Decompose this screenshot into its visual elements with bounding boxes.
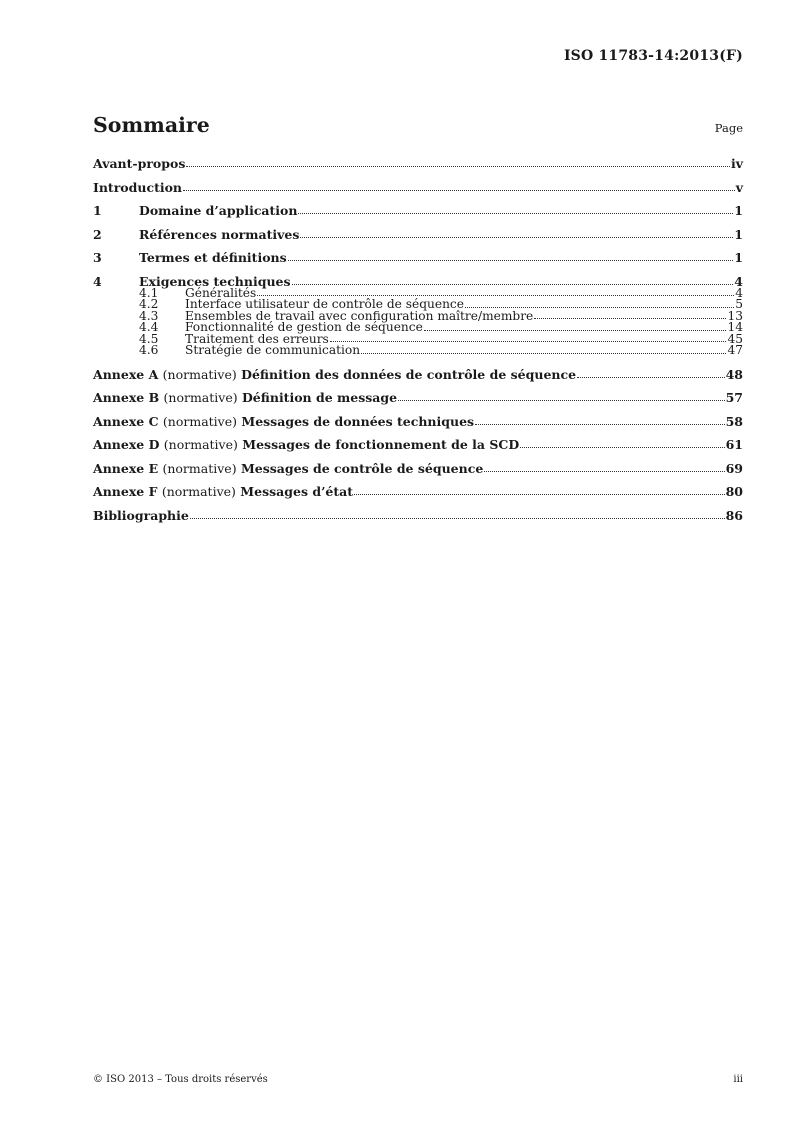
dot-leader xyxy=(354,485,725,495)
toc-subentry-4-6[interactable] xyxy=(93,345,743,357)
toc-entry-page: 47 xyxy=(727,343,743,358)
toc-entry-page: 14 xyxy=(727,320,743,335)
toc-entry-annexe-d[interactable] xyxy=(93,438,743,451)
annex-title: Définition des données de contrôle de séquence xyxy=(241,366,577,382)
toc-header xyxy=(93,113,743,137)
annex-label: Annexe B xyxy=(93,390,160,406)
toc-entry-title: Interface utilisateur de contrôle de séquence xyxy=(185,297,464,312)
toc-entry-title xyxy=(93,462,483,475)
toc-entry-number: 4.1 xyxy=(139,285,159,300)
toc-entry-page: 69 xyxy=(725,460,743,476)
toc-entry-introduction[interactable] xyxy=(93,181,743,194)
page-number: iii xyxy=(733,1074,743,1085)
toc-entry-title: Domaine d’application xyxy=(139,203,298,218)
toc-entry-annexe-a[interactable] xyxy=(93,368,743,381)
toc-entry-number: 1 xyxy=(93,203,102,218)
annex-title: Messages d’état xyxy=(240,484,354,500)
toc-entry-number: 4.3 xyxy=(139,308,159,323)
toc-entry-title xyxy=(93,391,397,404)
toc-entry-page: 61 xyxy=(725,437,743,453)
dot-leader xyxy=(186,157,730,167)
annex-kind: (normative) xyxy=(162,413,237,429)
dot-leader xyxy=(300,228,733,238)
toc-entry-title: Stratégie de communication xyxy=(185,343,361,358)
toc-entry-page: iv xyxy=(730,156,743,171)
toc-entry-annexe-e[interactable] xyxy=(93,462,743,475)
toc-entry-page: v xyxy=(735,179,743,195)
dot-leader xyxy=(520,438,724,448)
annex-title: Messages de contrôle de séquence xyxy=(240,460,484,476)
copyright-notice: © ISO 2013 – Tous droits réservés xyxy=(93,1074,268,1085)
dot-leader xyxy=(465,298,734,308)
toc-entry-number: 3 xyxy=(93,250,102,265)
dot-leader xyxy=(534,309,726,319)
dot-leader xyxy=(298,204,733,214)
toc-entry-annexe-c[interactable] xyxy=(93,415,743,428)
annex-kind: (normative) xyxy=(163,437,238,453)
toc-entry-title: Généralités xyxy=(185,285,257,300)
toc-entry-page: 4 xyxy=(734,273,743,289)
toc-entry-number: 2 xyxy=(93,226,102,242)
toc-entry-page: 80 xyxy=(725,484,743,500)
toc-entry-title: Bibliographie xyxy=(93,507,189,523)
toc-entry-page: 45 xyxy=(727,331,743,346)
annex-label: Annexe C xyxy=(93,413,159,429)
toc-entry-title: Avant-propos xyxy=(93,156,186,171)
annex-kind: (normative) xyxy=(161,484,236,500)
dot-leader xyxy=(398,391,725,401)
toc-entry-annexe-f[interactable] xyxy=(93,485,743,498)
dot-leader xyxy=(475,415,725,425)
toc-entry-number: 4.2 xyxy=(139,297,159,312)
toc-entry-title xyxy=(93,368,576,381)
toc-entry-number: 4.4 xyxy=(139,320,159,335)
annex-label: Annexe A xyxy=(93,366,159,382)
toc-entry-number: 4.6 xyxy=(139,343,159,358)
toc-entry-title xyxy=(93,485,353,498)
dot-leader xyxy=(577,368,725,378)
dot-leader xyxy=(257,286,734,296)
annex-title: Messages de données techniques xyxy=(241,413,475,429)
toc-entry-page: 1 xyxy=(734,250,743,265)
toc-entry-page: 48 xyxy=(725,366,743,382)
toc-entry-page: 58 xyxy=(725,413,743,429)
dot-leader xyxy=(288,251,734,261)
toc-entry-bibliographie[interactable] xyxy=(93,509,743,522)
annex-label: Annexe D xyxy=(93,437,160,453)
page-footer xyxy=(93,1074,743,1085)
annex-kind: (normative) xyxy=(162,460,237,476)
dot-leader xyxy=(330,332,727,342)
toc-entry-title: Exigences techniques xyxy=(139,273,291,289)
dot-leader xyxy=(183,181,735,191)
toc-entry-title xyxy=(93,415,474,428)
annex-kind: (normative) xyxy=(162,366,237,382)
toc-entry-page: 4 xyxy=(735,285,743,300)
toc-entry-avant-propos[interactable] xyxy=(93,157,743,170)
toc-entry-page: 1 xyxy=(734,226,743,242)
dot-leader xyxy=(292,275,734,285)
document-id: ISO 11783-14:2013(F) xyxy=(563,48,743,64)
toc-entry-page: 13 xyxy=(727,308,743,323)
dot-leader xyxy=(190,509,725,519)
annex-title: Messages de fonctionnement de la SCD xyxy=(242,437,520,453)
toc-entry-annexe-b[interactable] xyxy=(93,391,743,404)
dot-leader xyxy=(484,462,724,472)
toc-entry-title: Introduction xyxy=(93,179,183,195)
toc-entry-number: 4.5 xyxy=(139,331,159,346)
annex-kind: (normative) xyxy=(163,390,238,406)
annex-label: Annexe E xyxy=(93,460,159,476)
dot-leader xyxy=(424,321,727,331)
toc-entry-page: 86 xyxy=(725,507,743,523)
table-of-contents xyxy=(93,157,743,522)
dot-leader xyxy=(361,344,726,354)
toc-entry-title: Ensembles de travail avec configuration maître/membre xyxy=(185,308,534,323)
page-column-label: Page xyxy=(714,121,743,135)
toc-entry-title: Fonctionnalité de gestion de séquence xyxy=(185,320,423,335)
annex-label: Annexe F xyxy=(93,484,158,500)
toc-entry-section-1[interactable] xyxy=(93,204,743,217)
toc-entry-section-3[interactable] xyxy=(93,251,743,264)
toc-entry-page: 57 xyxy=(725,390,743,406)
toc-entry-number: 4 xyxy=(93,273,102,289)
toc-entry-section-2[interactable] xyxy=(93,228,743,241)
toc-entry-title: Références normatives xyxy=(139,226,300,242)
annex-title: Définition de message xyxy=(241,390,398,406)
toc-entry-title: Traitement des erreurs xyxy=(185,331,329,346)
toc-entry-page: 5 xyxy=(735,297,743,312)
toc-entry-title: Termes et définitions xyxy=(139,250,287,265)
toc-title: Sommaire xyxy=(93,113,210,137)
toc-entry-page: 1 xyxy=(734,203,743,218)
toc-entry-title xyxy=(93,438,519,451)
